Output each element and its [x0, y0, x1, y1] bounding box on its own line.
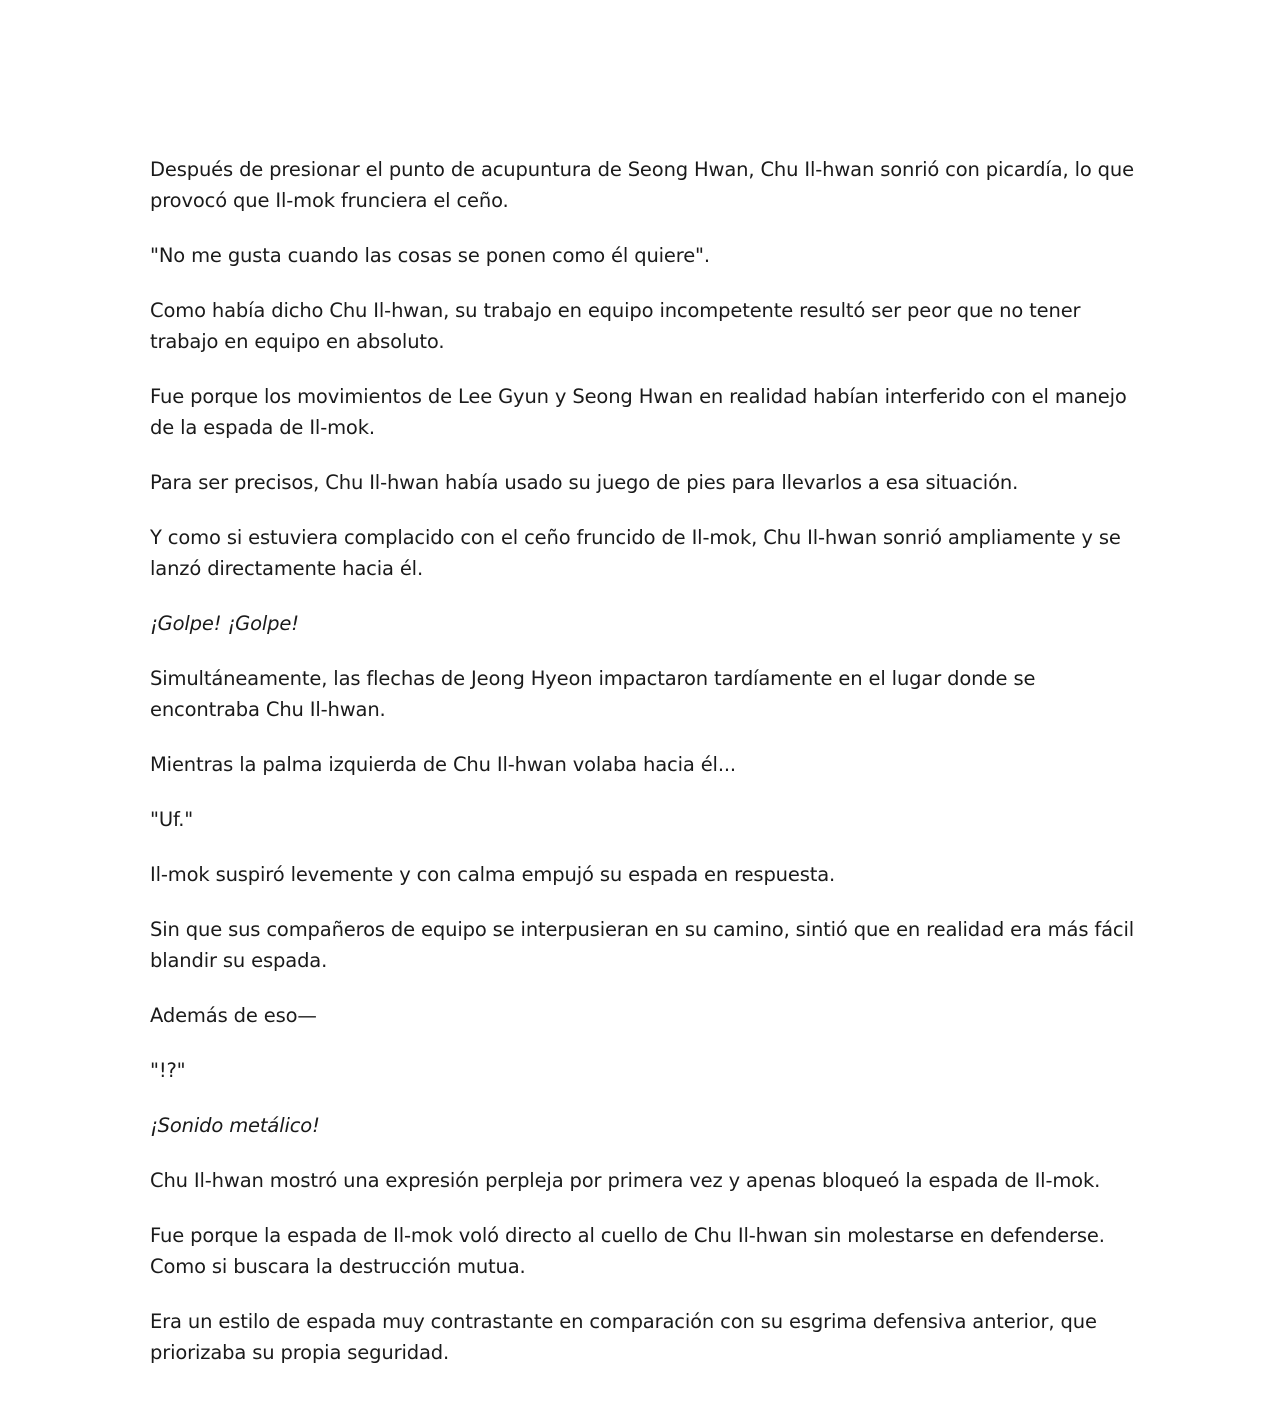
- paragraph-15-sound-effect: ¡Sonido metálico!: [150, 1114, 320, 1137]
- paragraph-4: Fue porque los movimientos de Lee Gyun y Seong Hwan en realidad habían interferido con el manejo de la espada de Il-mok.: [150, 385, 1127, 439]
- document-body: [150, 154, 1135, 1392]
- paragraph-5: Para ser precisos, Chu Il-hwan había usado su juego de pies para llevarlos a esa situación.: [150, 471, 1019, 494]
- paragraph-13: Además de eso—: [150, 1004, 317, 1027]
- paragraph-8: Simultáneamente, las flechas de Jeong Hyeon impactaron tardíamente en el lugar donde se encontraba Chu Il-hwan.: [150, 667, 1036, 721]
- paragraph-10-dialogue: "Uf.": [150, 808, 194, 831]
- paragraph-14-dialogue: "!?": [150, 1059, 186, 1082]
- paragraph-2: "No me gusta cuando las cosas se ponen como él quiere".: [150, 244, 710, 267]
- paragraph-9: Mientras la palma izquierda de Chu Il-hwan volaba hacia él...: [150, 753, 736, 776]
- paragraph-1: Después de presionar el punto de acupuntura de Seong Hwan, Chu Il-hwan sonrió con picardía, lo que provocó que Il-mok frunciera el ceño.: [150, 158, 1134, 212]
- paragraph-18: Era un estilo de espada muy contrastante en comparación con su esgrima defensiva anterior, que priorizaba su propia seguridad.: [150, 1310, 1097, 1364]
- paragraph-7-sound-effect: ¡Golpe! ¡Golpe!: [150, 612, 299, 635]
- paragraph-17: Fue porque la espada de Il-mok voló directo al cuello de Chu Il-hwan sin molestarse en defenderse. Como si buscara la destrucción mutua.: [150, 1224, 1105, 1278]
- paragraph-11: Il-mok suspiró levemente y con calma empujó su espada en respuesta.: [150, 863, 836, 886]
- paragraph-12: Sin que sus compañeros de equipo se interpusieran en su camino, sintió que en realidad era más fácil blandir su espada.: [150, 918, 1134, 972]
- paragraph-16: Chu Il-hwan mostró una expresión perpleja por primera vez y apenas bloqueó la espada de Il-mok.: [150, 1169, 1101, 1192]
- paragraph-3: Como había dicho Chu Il-hwan, su trabajo en equipo incompetente resultó ser peor que no tener trabajo en equipo en absoluto.: [150, 299, 1081, 353]
- paragraph-6: Y como si estuviera complacido con el ceño fruncido de Il-mok, Chu Il-hwan sonrió ampliamente y se lanzó directamente hacia él.: [150, 526, 1121, 580]
